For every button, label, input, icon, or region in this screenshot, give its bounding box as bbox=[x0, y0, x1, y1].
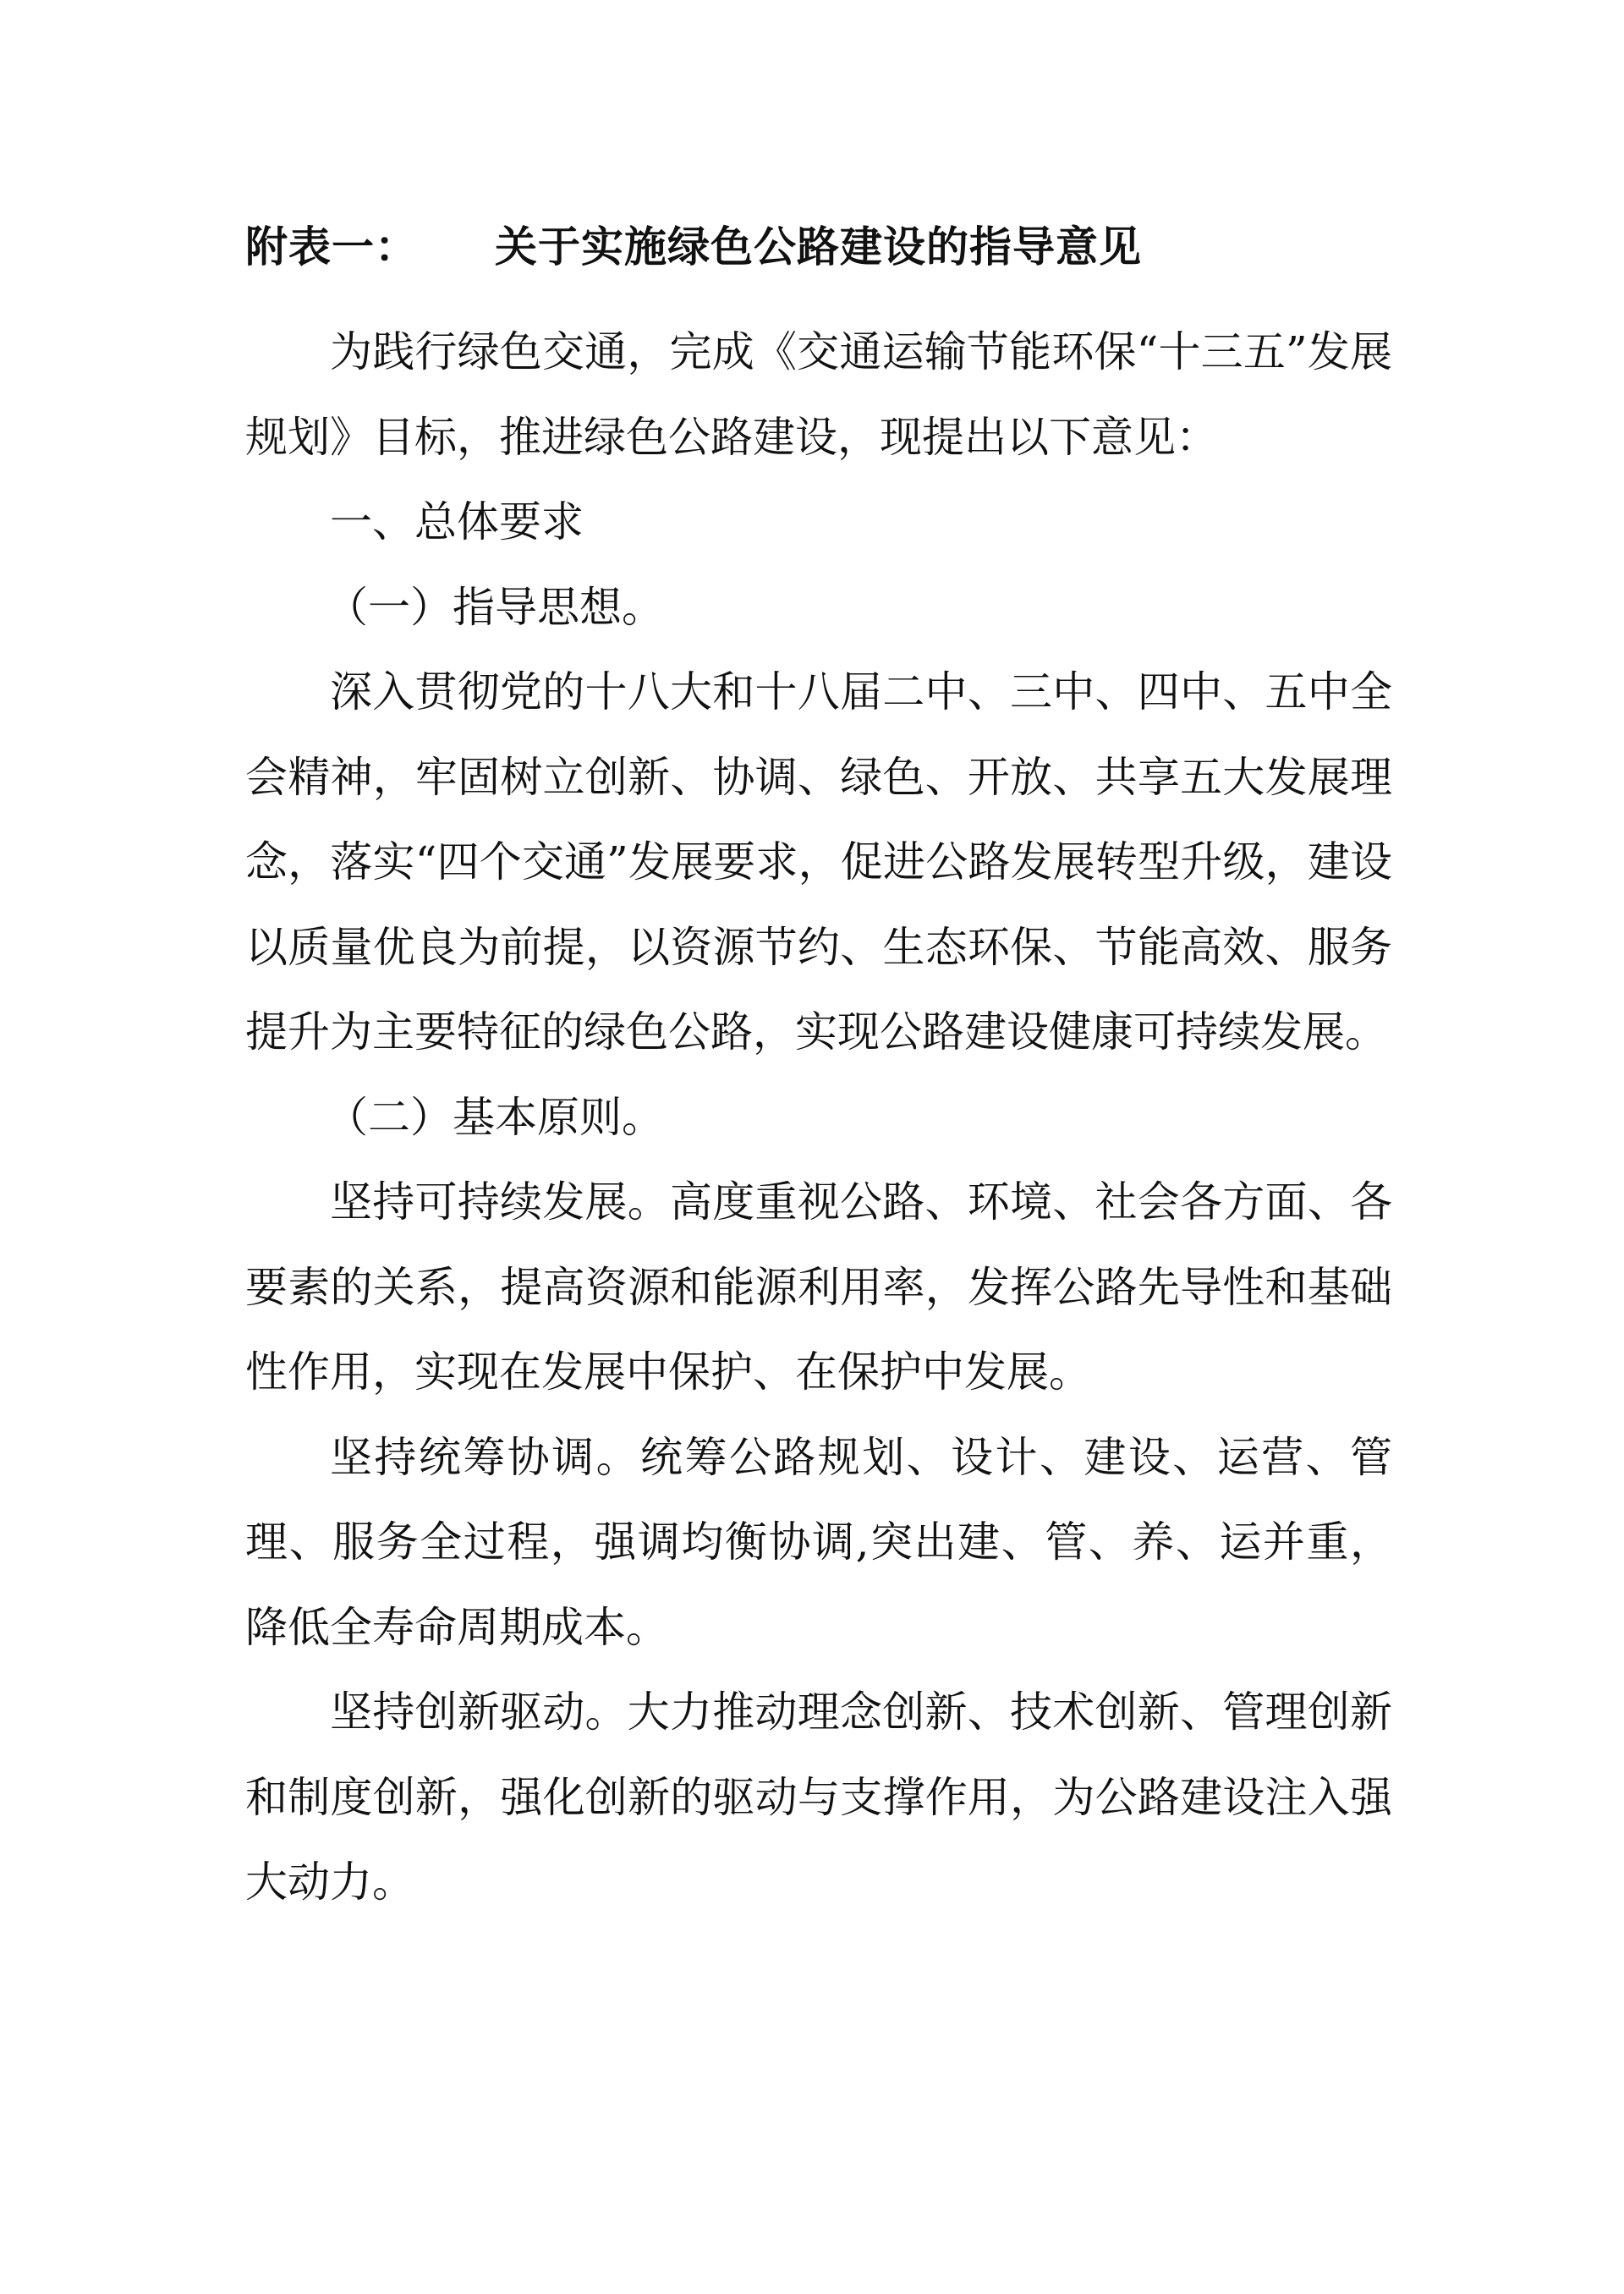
subsection-heading-guiding-ideology: （一）指导思想。 bbox=[326, 582, 664, 632]
document-title-row bbox=[245, 201, 1142, 286]
principle-paragraph-innovation: 坚持创新驱动。大力推动理念创新、技术创新、管理创新和制度创新，强化创新的驱动与支撑作用，为公路建设注入强大动力。 bbox=[245, 1688, 1392, 1907]
principle-paragraph-sustainable: 坚持可持续发展。高度重视公路、环境、社会各方面、各要素的关系，提高资源和能源利用率，发挥公路先导性和基础性作用，实现在发展中保护、在保护中发展。 bbox=[245, 1177, 1392, 1397]
section-heading-general-requirements: 一、总体要求 bbox=[330, 497, 584, 546]
document-title: 关于实施绿色公路建设的指导意见 bbox=[495, 222, 1142, 272]
document-body bbox=[245, 310, 1392, 1925]
attachment-label: 附表一： bbox=[245, 222, 418, 272]
intro-paragraph: 为践行绿色交通，完成《交通运输节能环保“十三五”发展规划》目标，推进绿色公路建设，现提出以下意见： bbox=[245, 327, 1392, 462]
subsection-heading-basic-principles: （二）基本原则。 bbox=[326, 1092, 664, 1142]
principle-paragraph-coordination: 坚持统筹协调。统筹公路规划、设计、建设、运营、管理、服务全过程，强调均衡协调,突出建、管、养、运并重，降低全寿命周期成本。 bbox=[245, 1432, 1392, 1652]
guiding-ideology-paragraph: 深入贯彻党的十八大和十八届二中、三中、四中、五中全会精神，牢固树立创新、协调、绿色、开放、共享五大发展理念，落实“四个交通”发展要求，促进公路发展转型升级，建设以质量优良为前提，以资源节约、生态环保、节能高效、服务提升为主要特征的绿色公路，实现公路建设健康可持续发展。 bbox=[245, 667, 1392, 1056]
